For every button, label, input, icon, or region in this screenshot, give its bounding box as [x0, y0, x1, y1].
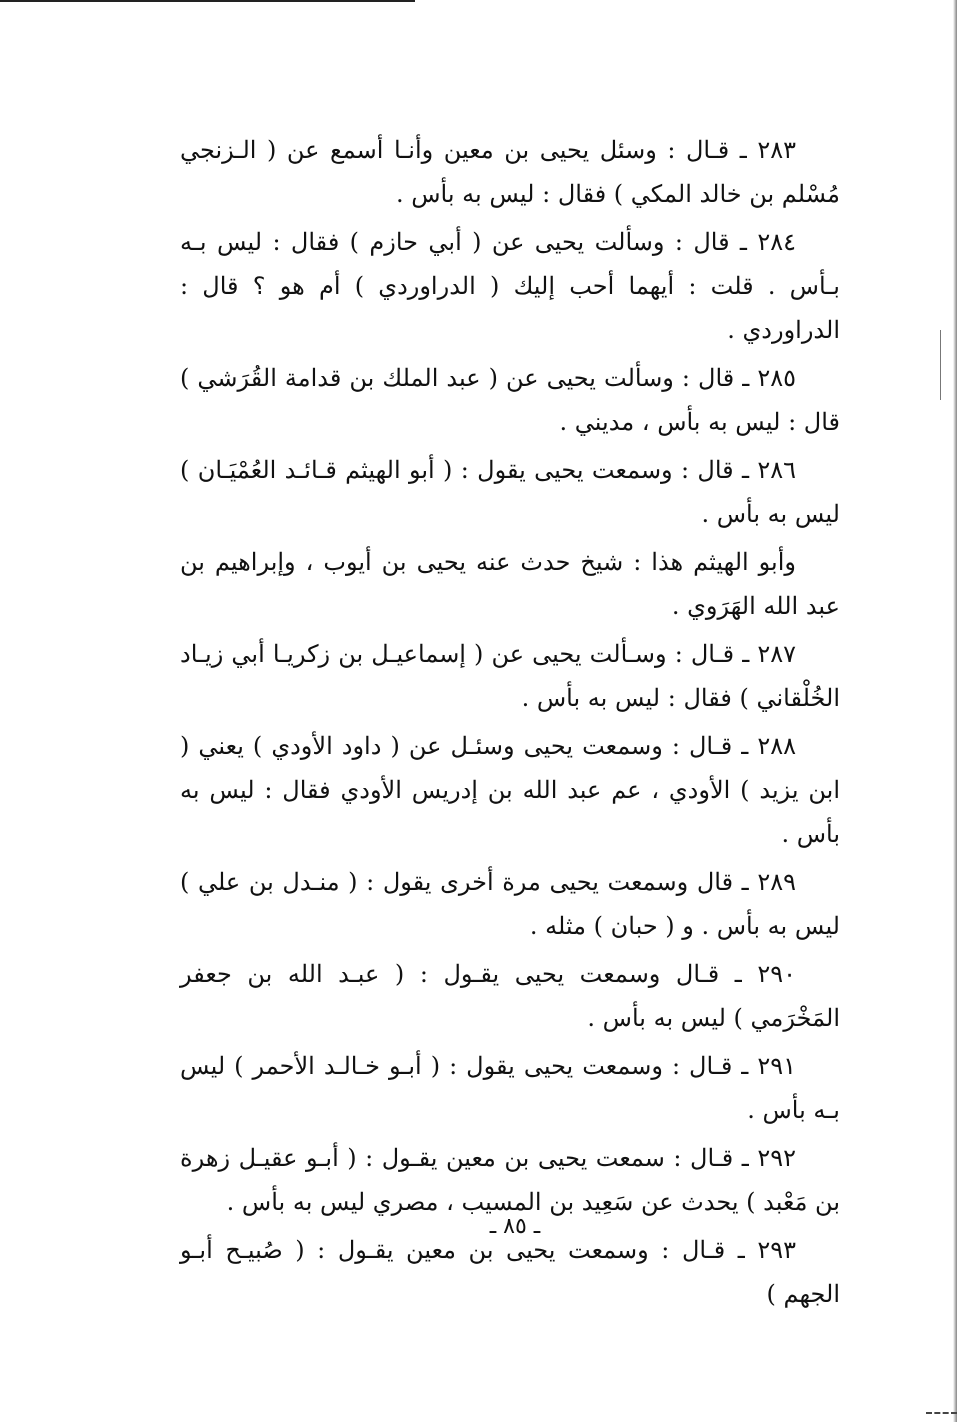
entry-291: ٢٩١ ـ قـال : وسمعت يحيى يقول : ( أبـو خـالـد الأحمر ) ليس بـه بأس .: [180, 1052, 840, 1124]
entry-286-note: وأبو الهيثم هذا : شيخ حدث عنه يحيى بن أيوب ، وإبراهيم بن عبد الله الهَرَوي .: [180, 548, 840, 620]
entry-285: ٢٨٥ ـ قال : وسألت يحيى عن ( عبد الملك بن قدامة القُرَشي ) قال : ليس به بأس ، مديني .: [180, 364, 840, 436]
entry-292: ٢٩٢ ـ قـال : سمعت يحيى بن معين يقـول : ( أبـو عقيـل زهرة بن مَعْبد ) يحدث عن سَعِيد بن المسيب ، مصري ليس به بأس .: [180, 1144, 840, 1216]
page-body: [180, 128, 840, 1320]
entry-288: ٢٨٨ ـ قـال : وسمعت يحيى وسئـل عن ( داود الأودي ) يعني ( ابن يزيد ) الأودي ، عم عبد الله بن إدريس الأودي فقال : ليس به بأس .: [180, 732, 840, 848]
entry-289: ٢٨٩ ـ قال وسمعت يحيى مرة أخرى يقول : ( منـدل بن علي ) ليس به بأس . و ( حبان ) مثله .: [180, 868, 840, 940]
scan-top-rule: [0, 0, 415, 2]
entry-286: ٢٨٦ ـ قال : وسمعت يحيى يقول : ( أبو الهيثم قـائـد العُمْيَـان ) ليس به بأس .: [180, 456, 840, 528]
entry-283: ٢٨٣ ـ قـال : وسئل يحيى بن معين وأنـا أسمع عن ( الـزنجي مُسْلم بن خالد المكي ) فقال : ليس به بأس .: [180, 136, 840, 208]
entry-284: ٢٨٤ ـ قال : وسألت يحيى عن ( أبي حازم ) فقال : ليس بـه بـأس . قلت : أيهما أحب إليك ( الدراوردي ) أم هو ؟ قال : الدراوردي .: [180, 228, 840, 344]
entry-287: ٢٨٧ ـ قـال : وسـألت يحيى عن ( إسماعيـل بن زكريـا أبي زيـاد الخُلْقاني ) فقال : ليس به بأس .: [180, 640, 840, 712]
entry-290: ٢٩٠ ـ قـال وسمعت يحيى يقـول : ( عبـد الله بن جعفر المَخْرَمي ) ليس به بأس .: [180, 960, 840, 1032]
entry-293: ٢٩٣ ـ قـال : وسمعت يحيى بن معين يقـول : ( صُبيـح أبـو الجهم ): [180, 1236, 840, 1308]
page-number: ـ ٨٥ ـ: [489, 1214, 541, 1239]
scan-right-edge: [953, 0, 957, 1422]
scan-margin-mark: [940, 330, 941, 400]
scan-bottom-mark: [926, 1412, 957, 1414]
